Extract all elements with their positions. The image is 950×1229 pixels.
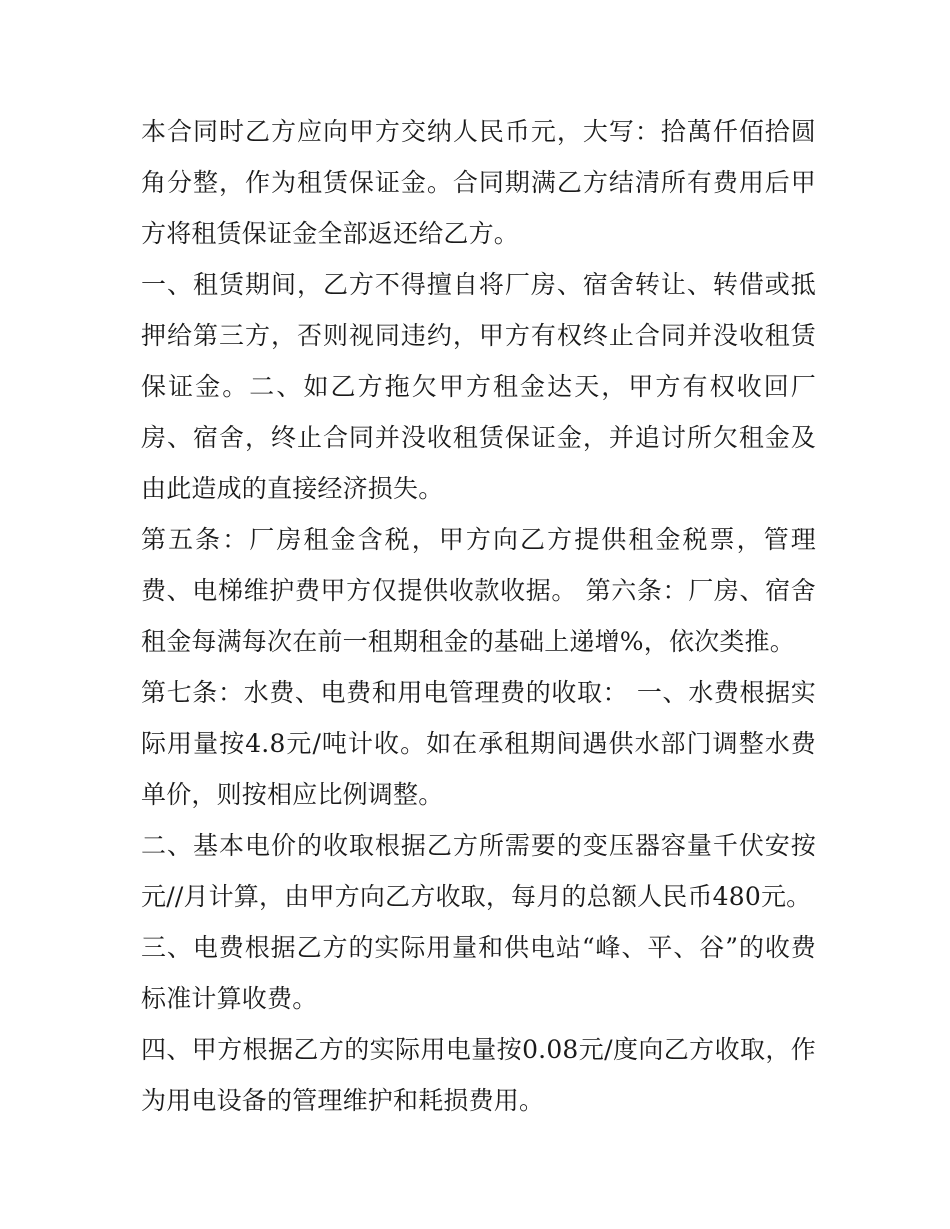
paragraph-article-5-6: 第五条：厂房租金含税，甲方向乙方提供租金税票，管理费、电梯维护费甲方仅提供收款收据。 第六条：厂房、宿舍租金每满每次在前一租期租金的基础上递增%，依次类推。 — [141, 525, 816, 656]
paragraph-lease-terms: 一、租赁期间，乙方不得擅自将厂房、宿舍转让、转借或抵押给第三方，否则视同违约，甲方有权终止合同并没收租赁保证金。二、如乙方拖欠甲方租金达天，甲方有权收回厂房、宿舍，终止合同并没收租赁保证金，并追讨所欠租金及由此造成的直接经济损失。 — [141, 270, 816, 503]
paragraph-electricity-fee: 三、电费根据乙方的实际用量和供电站“峰、平、谷”的收费标准计算收费。 — [141, 933, 816, 1013]
document-body — [141, 106, 816, 1126]
paragraph-article-7-water: 第七条：水费、电费和用电管理费的收取： 一、水费根据实际用量按4.8元/吨计收。如在承租期间遇供水部门调整水费单价，则按相应比例调整。 — [141, 678, 816, 809]
paragraph-deposit: 本合同时乙方应向甲方交纳人民币元，大写：拾萬仟佰拾圆角分整，作为租赁保证金。合同期满乙方结清所有费用后甲方将租赁保证金全部返还给乙方。 — [141, 117, 816, 248]
paragraph-management-fee: 四、甲方根据乙方的实际用电量按0.08元/度向乙方收取，作为用电设备的管理维护和耗损费用。 — [141, 1035, 816, 1115]
paragraph-basic-electricity: 二、基本电价的收取根据乙方所需要的变压器容量千伏安按元//月计算，由甲方向乙方收取，每月的总额人民币480元。 — [141, 831, 816, 911]
